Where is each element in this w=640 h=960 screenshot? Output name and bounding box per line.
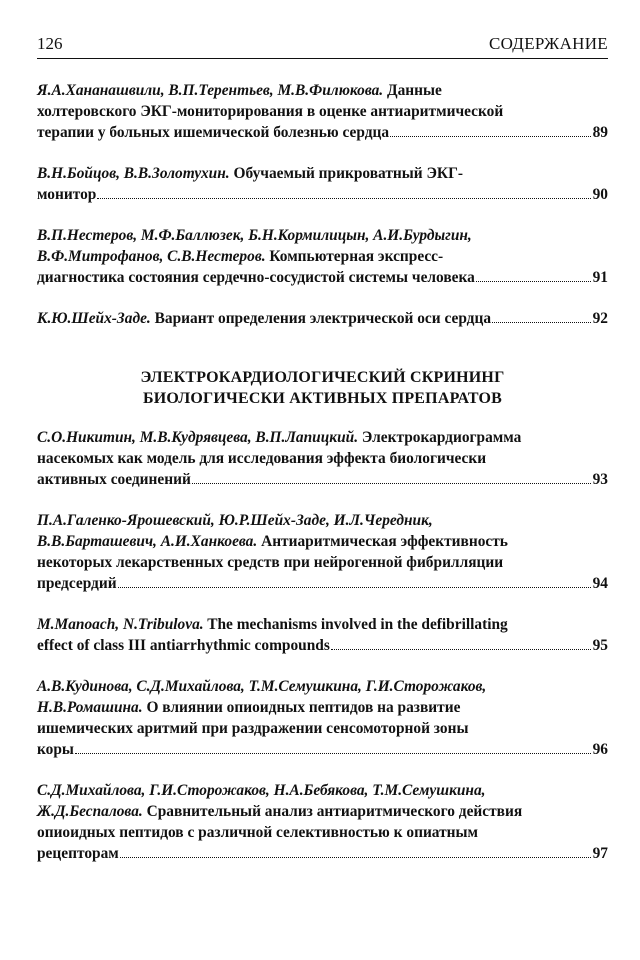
entry-title-end: терапии у больных ишемической болезнью сердца — [37, 124, 390, 141]
entry-title-line: Обучаемый прикроватный ЭКГ- — [233, 165, 463, 182]
entry-authors: В.П.Нестеров, М.Ф.Баллюзек, Б.Н.Кормилицын, А.И.Бурдыгин, — [37, 227, 472, 244]
entry-title-line: Ж.Д.Беспалова. — [37, 803, 143, 820]
section-title-line-1: ЭЛЕКТРОКАРДИОЛОГИЧЕСКИЙ СКРИНИНГ — [140, 369, 505, 386]
entry-authors: К.Ю.Шейх-Заде. — [37, 310, 151, 327]
entry-title-line: О влиянии опиоидных пептидов на развитие — [146, 699, 461, 716]
toc-entry[interactable] — [37, 427, 608, 490]
entry-title-end: рецепторам — [37, 845, 119, 862]
toc-part-2 — [37, 427, 608, 864]
toc-entry[interactable] — [37, 614, 608, 656]
entry-title-line: насекомых как модель для исследования эффекта биологически — [37, 450, 487, 467]
dot-leader — [118, 587, 591, 588]
dot-leader — [331, 649, 591, 650]
dot-leader — [492, 322, 591, 323]
entry-title-line: Сравнительный анализ антиаритмического действия — [146, 803, 523, 820]
entry-title-end: диагностика состояния сердечно-сосудистой системы человека — [37, 269, 475, 286]
entry-page-number: 97 — [592, 845, 608, 862]
toc-part-1 — [37, 80, 608, 329]
entry-title-line: ишемических аритмий при раздражении сенсомоторной зоны — [37, 720, 469, 737]
entry-title-line: Н.В.Ромашина. — [37, 699, 143, 716]
entry-authors: В.Н.Бойцов, В.В.Золотухин. — [37, 165, 230, 182]
entry-title-end: активных соединений — [37, 471, 191, 488]
entry-title-end: предсердий — [37, 575, 117, 592]
entry-authors: П.А.Галенко-Ярошевский, Ю.Р.Шейх-Заде, И.Л.Чередник, — [37, 512, 433, 529]
entry-page-number: 90 — [592, 186, 608, 203]
dot-leader — [192, 483, 591, 484]
toc-entry[interactable] — [37, 308, 608, 329]
entry-title-end: коры — [37, 741, 74, 758]
entry-title-line: Электрокардиограмма — [361, 429, 522, 446]
section-title-line-2: БИОЛОГИЧЕСКИ АКТИВНЫХ ПРЕПАРАТОВ — [142, 390, 503, 407]
entry-authors: С.О.Никитин, М.В.Кудрявцева, В.П.Лапицкий. — [37, 429, 359, 446]
entry-page-number: 91 — [592, 269, 608, 286]
entry-title-line: Антиаритмическая эффективность — [261, 533, 508, 550]
entry-authors: Я.А.Хананашвили, В.П.Терентьев, М.В.Филюкова. — [37, 82, 384, 99]
entry-authors: M.Manoach, N.Tribulova. — [37, 616, 204, 633]
entry-authors: А.В.Кудинова, С.Д.Михайлова, Т.М.Семушкина, Г.И.Сторожаков, — [37, 678, 487, 695]
page-number: 126 — [37, 34, 63, 53]
toc-entry[interactable] — [37, 780, 608, 864]
entry-title-end: монитор — [37, 186, 97, 203]
toc-entry[interactable] — [37, 225, 608, 288]
toc-entry[interactable] — [37, 510, 608, 594]
entry-title-line: Данные — [387, 82, 442, 99]
dot-leader — [75, 753, 591, 754]
entry-title-line: холтеровского ЭКГ-мониторирования в оценке антиаритмической — [37, 103, 504, 120]
entry-title-line: Компьютерная экспресс- — [269, 248, 444, 265]
entry-title-line: The mechanisms involved in the defibrillating — [207, 616, 508, 633]
entry-page-number: 95 — [592, 637, 608, 654]
toc-entry[interactable] — [37, 676, 608, 760]
entry-title-end: effect of class III antiarrhythmic compounds — [37, 637, 330, 654]
entry-title-line: В.Ф.Митрофанов, С.В.Нестеров. — [37, 248, 266, 265]
dot-leader — [120, 857, 591, 858]
header-title: СОДЕРЖАНИЕ — [488, 34, 608, 53]
toc-entries — [37, 80, 608, 884]
entry-title-line: В.В.Барташевич, А.И.Ханкоева. — [37, 533, 258, 550]
entry-title-line: некоторых лекарственных средств при нейрогенной фибрилляции — [37, 554, 504, 571]
dot-leader — [97, 198, 590, 199]
toc-entry[interactable] — [37, 163, 608, 205]
entry-page-number: 89 — [592, 124, 608, 141]
entry-title-end: Вариант определения электрической оси сердца — [154, 310, 492, 327]
entry-page-number: 93 — [592, 471, 608, 488]
entry-authors: С.Д.Михайлова, Г.И.Сторожаков, Н.А.Бебякова, Т.М.Семушкина, — [37, 782, 486, 799]
dot-leader — [390, 136, 591, 137]
page-header — [37, 32, 608, 59]
toc-entry[interactable] — [37, 80, 608, 143]
entry-title-line: опиоидных пептидов с различной селективностью к опиатным — [37, 824, 479, 841]
entry-page-number: 96 — [592, 741, 608, 758]
dot-leader — [476, 281, 591, 282]
entry-page-number: 94 — [592, 575, 608, 592]
entry-page-number: 92 — [592, 310, 608, 327]
section-title — [37, 367, 608, 409]
